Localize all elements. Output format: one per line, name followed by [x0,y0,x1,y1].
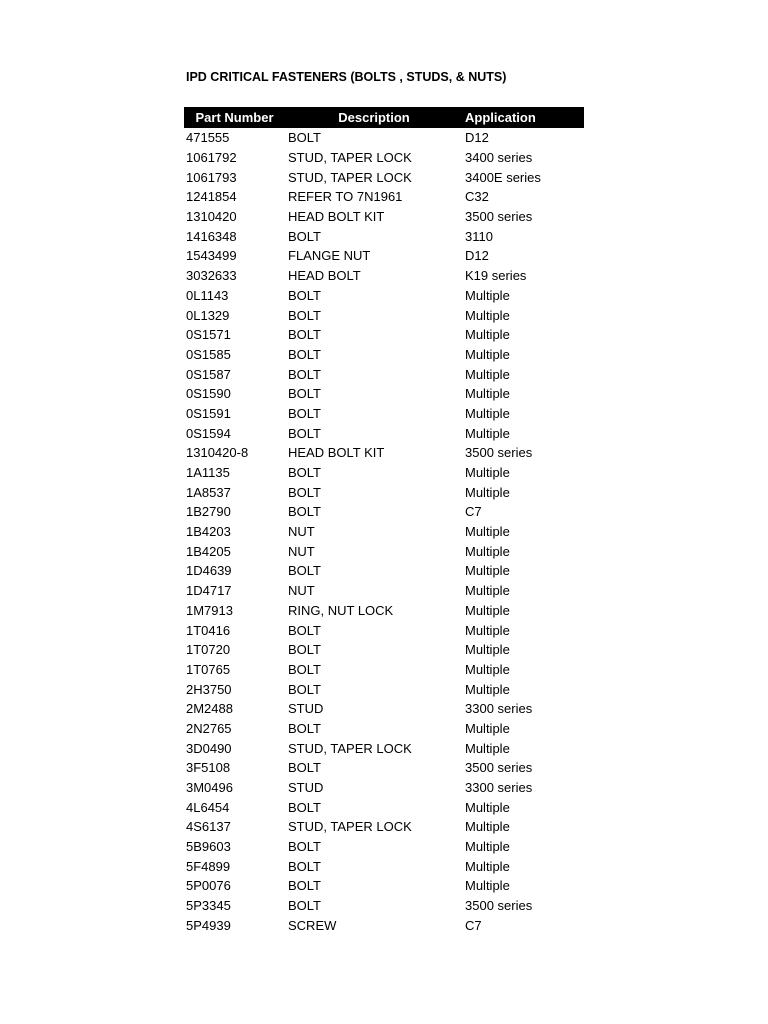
table-row [184,660,584,680]
table-row [184,738,584,758]
description-cell: BOLT [288,405,321,421]
application-cell: 3300 series [465,780,533,796]
description-cell: BOLT [288,799,321,815]
header-part-number: Part Number [195,110,274,125]
application-cell: Multiple [465,327,510,343]
application-cell: Multiple [465,307,510,323]
part-number-cell: 5P0076 [186,878,231,894]
part-number-cell: 0S1585 [186,346,231,362]
description-cell: BOLT [288,839,321,855]
table-row [184,167,584,187]
table-row [184,364,584,384]
description-cell: NUT [288,543,315,559]
description-cell: BOLT [288,228,321,244]
part-number-cell: 1T0720 [186,642,231,658]
description-cell: BOLT [288,130,321,146]
description-cell: BOLT [288,563,321,579]
part-number-cell: 1D4639 [186,563,232,579]
description-cell: BOLT [288,681,321,697]
description-cell: NUT [288,583,315,599]
table-row [184,404,584,424]
table-row [184,797,584,817]
application-cell: Multiple [465,858,510,874]
description-cell: BOLT [288,898,321,914]
application-cell: Multiple [465,681,510,697]
application-cell: Multiple [465,465,510,481]
part-number-cell: 1T0416 [186,622,231,638]
table-row [184,148,584,168]
application-cell: 3400E series [465,169,541,185]
application-cell: Multiple [465,346,510,362]
description-cell: BOLT [288,366,321,382]
description-cell: BOLT [288,622,321,638]
part-number-cell: 5P3345 [186,898,231,914]
table-row [184,522,584,542]
table-row [184,286,584,306]
application-cell: 3500 series [465,898,533,914]
description-cell: BOLT [288,878,321,894]
header-description: Description [338,110,410,125]
part-number-cell: 1543499 [186,248,237,264]
application-cell: C32 [465,189,489,205]
description-cell: BOLT [288,720,321,736]
table-row [184,246,584,266]
application-cell: Multiple [465,661,510,677]
table-row [184,463,584,483]
description-cell: STUD, TAPER LOCK [288,169,412,185]
table-row [184,502,584,522]
description-cell: BOLT [288,465,321,481]
description-cell: BOLT [288,858,321,874]
application-cell: D12 [465,248,489,264]
part-number-cell: 2N2765 [186,720,232,736]
description-cell: STUD, TAPER LOCK [288,740,412,756]
table-row [184,778,584,798]
application-cell: Multiple [465,799,510,815]
table-row [184,128,584,148]
part-number-cell: 1241854 [186,189,237,205]
part-number-cell: 1M7913 [186,602,233,618]
part-number-cell: 0S1591 [186,405,231,421]
description-cell: HEAD BOLT [288,268,361,284]
part-number-cell: 1B4205 [186,543,231,559]
part-number-cell: 1B4203 [186,524,231,540]
application-cell: Multiple [465,425,510,441]
description-cell: BOLT [288,327,321,343]
part-number-cell: 1D4717 [186,583,232,599]
application-cell: Multiple [465,386,510,402]
description-cell: BOLT [288,346,321,362]
part-number-cell: 1416348 [186,228,237,244]
description-cell: BOLT [288,287,321,303]
part-number-cell: 0S1590 [186,386,231,402]
application-cell: 3300 series [465,701,533,717]
description-cell: STUD [288,780,324,796]
table-row [184,207,584,227]
table-row [184,640,584,660]
description-cell: BOLT [288,504,321,520]
application-cell: Multiple [465,563,510,579]
part-number-cell: 471555 [186,130,230,146]
description-cell: BOLT [288,642,321,658]
description-cell: REFER TO 7N1961 [288,189,403,205]
table-row [184,561,584,581]
description-cell: NUT [288,524,315,540]
application-cell: Multiple [465,405,510,421]
part-number-cell: 1T0765 [186,661,231,677]
table-row [184,916,584,936]
description-cell: STUD [288,701,324,717]
application-cell: C7 [465,917,482,933]
description-cell: HEAD BOLT KIT [288,445,385,461]
document-title: IPD CRITICAL FASTENERS (BOLTS , STUDS, & NUTS) [186,70,507,84]
application-cell: 3500 series [465,760,533,776]
table-row [184,896,584,916]
part-number-cell: 1310420 [186,209,237,225]
application-cell: D12 [465,130,489,146]
part-number-cell: 5B9603 [186,839,231,855]
part-number-cell: 2H3750 [186,681,232,697]
application-cell: 3110 [465,228,493,244]
table-row [184,482,584,502]
application-cell: Multiple [465,287,510,303]
header-application: Application [465,110,536,125]
part-number-cell: 0L1329 [186,307,230,323]
table-row [184,876,584,896]
description-cell: BOLT [288,425,321,441]
application-cell: Multiple [465,819,510,835]
description-cell: STUD, TAPER LOCK [288,819,412,835]
table-row [184,817,584,837]
application-cell: 3500 series [465,445,533,461]
part-number-cell: 3D0490 [186,740,232,756]
table-header-row [184,107,584,128]
table-row [184,837,584,857]
application-cell: Multiple [465,878,510,894]
part-number-cell: 1A8537 [186,484,231,500]
application-cell: 3500 series [465,209,533,225]
description-cell: HEAD BOLT KIT [288,209,385,225]
application-cell: Multiple [465,622,510,638]
application-cell: Multiple [465,642,510,658]
description-cell: RING, NUT LOCK [288,602,394,618]
part-number-cell: 5F4899 [186,858,231,874]
table-row [184,305,584,325]
part-number-cell: 3F5108 [186,760,231,776]
part-number-cell: 1061793 [186,169,237,185]
application-cell: Multiple [465,720,510,736]
table-row [184,601,584,621]
description-cell: BOLT [288,760,321,776]
table-row [184,226,584,246]
description-cell: BOLT [288,661,321,677]
table-row [184,679,584,699]
part-number-cell: 0L1143 [186,287,229,303]
description-cell: BOLT [288,386,321,402]
application-cell: C7 [465,504,482,520]
description-cell: BOLT [288,307,321,323]
table-body [184,128,584,935]
part-number-cell: 0S1594 [186,425,231,441]
table-row [184,266,584,286]
fasteners-table [184,107,584,935]
table-row [184,423,584,443]
application-cell: 3400 series [465,150,533,166]
table-row [184,443,584,463]
description-cell: FLANGE NUT [288,248,371,264]
part-number-cell: 5P4939 [186,917,231,933]
part-number-cell: 0S1571 [186,327,231,343]
part-number-cell: 1B2790 [186,504,231,520]
table-row [184,581,584,601]
part-number-cell: 3032633 [186,268,237,284]
application-cell: K19 series [465,268,527,284]
application-cell: Multiple [465,583,510,599]
description-cell: BOLT [288,484,321,500]
table-row [184,541,584,561]
part-number-cell: 0S1587 [186,366,231,382]
application-cell: Multiple [465,366,510,382]
application-cell: Multiple [465,484,510,500]
description-cell: STUD, TAPER LOCK [288,150,412,166]
table-row [184,325,584,345]
table-row [184,856,584,876]
application-cell: Multiple [465,543,510,559]
application-cell: Multiple [465,524,510,540]
table-row [184,620,584,640]
table-row [184,345,584,365]
part-number-cell: 1310420-8 [186,445,249,461]
part-number-cell: 3M0496 [186,780,233,796]
part-number-cell: 4L6454 [186,799,230,815]
application-cell: Multiple [465,602,510,618]
table-row [184,719,584,739]
table-row [184,699,584,719]
part-number-cell: 4S6137 [186,819,231,835]
table-row [184,384,584,404]
part-number-cell: 2M2488 [186,701,233,717]
table-row [184,758,584,778]
table-row [184,187,584,207]
part-number-cell: 1A1135 [186,465,230,481]
application-cell: Multiple [465,740,510,756]
application-cell: Multiple [465,839,510,855]
part-number-cell: 1061792 [186,150,237,166]
description-cell: SCREW [288,917,337,933]
